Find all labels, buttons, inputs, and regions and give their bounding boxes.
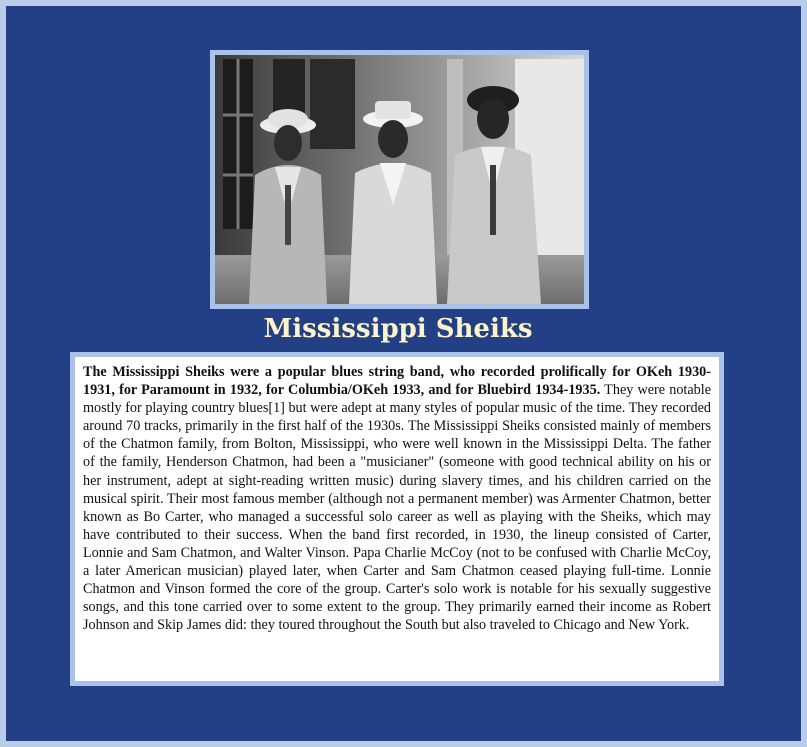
band-photo [215, 55, 584, 304]
description-frame [70, 352, 724, 686]
page-title: Mississippi Sheiks [263, 314, 533, 344]
description-body: They were notable mostly for playing country blues[1] but were adept at many styles of popular music of the time. They recorded around 70 tracks, primarily in the first half of the 1930s. The Mississippi Sheiks consisted mainly of members of the Chatmon family, from Bolton, Mississippi, who were well known in the Mississippi Delta. The father of the family, Henderson Chatmon, had been a "musicianer" (someone with good technical ability on his or her instrument, adept at sight-reading written music) during slavery times, and his children carried on the musical spirit. Their most famous member (although not a permanent member) was Armenter Chatmon, better known as Bo Carter, who managed a successful solo career as well as playing with the Sheiks, which may have contributed to their success. When the band first recorded, in 1930, the lineup consisted of Carter, Lonnie and Sam Chatmon, and Walter Vinson. Papa Charlie McCoy (not to be confused with Charlie McCoy, a later American musician) played later, when Carter and Sam Chatmon ceased playing full-time. Lonnie Chatmon and Vinson formed the core of the group. Carter's solo work is notable for his sexually suggestive songs, and this tone carried over to some extent to the group. They primarily earned their income as Robert Johnson and Skip James did: they toured throughout the South but also traveled to Chicago and New York. [83, 382, 711, 634]
description-lead: The Mississippi Sheiks were a popular blues string band, who recorded prolifically for OKeh 1930-1931, for Paramount in 1932, for Columbia/OKeh 1933, and for Bluebird 1934-1935. [83, 364, 711, 399]
main-panel [6, 6, 801, 741]
description-text [75, 357, 719, 681]
photo-frame [210, 50, 589, 309]
